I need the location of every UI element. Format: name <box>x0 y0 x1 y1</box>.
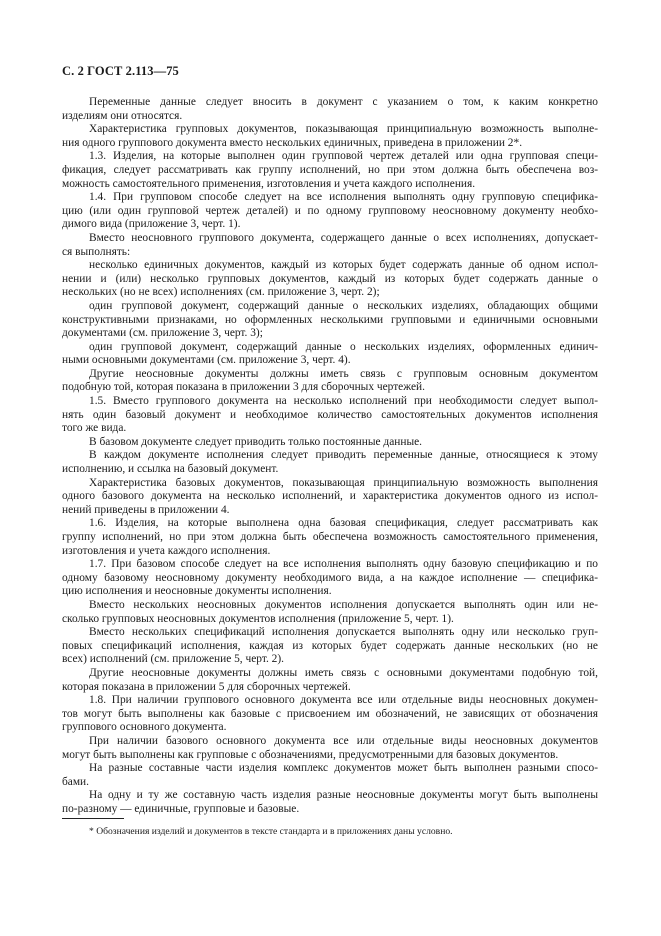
text-line: 1.7. При базовом способе следует на все исполнения выполнять одну базовую спецификацию и по <box>89 558 598 571</box>
text-line: несколько единичных документов, каждый из которых будет содержать данные об одном испол- <box>89 259 598 272</box>
paragraph <box>62 599 598 626</box>
text-line: Переменные данные следует вносить в документ с указанием о том, к каким конкретно <box>89 96 598 108</box>
document-body <box>62 96 598 816</box>
text-line: Характеристика базовых документов, показывающая принципиальную возможность выполнения <box>89 476 598 489</box>
text-line: сколько групповых неосновных документов исполнения (приложение 5, черт. 1). <box>62 612 454 625</box>
text-line: 1.3. Изделия, на которые выполнен один групповой чертеж деталей или одна групповая специ- <box>89 150 598 163</box>
text-line: нений приведены в приложении 4. <box>62 503 230 516</box>
page-header: С. 2 ГОСТ 2.113—75 <box>62 64 179 78</box>
text-line: нять один базовый документ и необходимое количество самостоятельных документов исполнения <box>62 408 598 421</box>
text-line: Вместо нескольких спецификаций исполнения допускается выполнять одну или несколько груп- <box>89 626 598 639</box>
text-line: 1.4. При групповом способе следует на все исполнения выполнять одну групповую специфика- <box>89 191 598 204</box>
text-line: группу исполнений, но при этом должна быть обеспечена возможность самостоятельного применения, <box>62 531 598 543</box>
text-line: нескольких (но не всех) исполнениях (см. приложение 3, черт. 2); <box>62 286 380 299</box>
text-line: конструктивными признаками, но оформленных несколькими групповыми и единичными основными <box>62 313 598 326</box>
text-line: того же вида. <box>62 422 127 435</box>
text-line: документами (см. приложение 3, черт. 3); <box>62 327 263 340</box>
text-line: которая показана в приложении 5 для сборочных чертежей. <box>62 680 351 693</box>
text-line: ся выполнять: <box>62 245 131 258</box>
paragraph <box>62 300 598 341</box>
paragraph <box>62 477 598 518</box>
paragraph <box>62 436 598 450</box>
paragraph <box>62 517 598 558</box>
paragraph <box>62 762 598 789</box>
text-line: 1.6. Изделия, на которые выполнена одна базовая спецификация, следует рассматривать как <box>89 517 598 530</box>
text-line: Вместо нескольких неосновных документов исполнения допускается выполнять один или не- <box>89 598 598 611</box>
text-line: При наличии базового основного документа все или отдельные виды неосновных документов <box>89 734 598 747</box>
text-line: всех) исполнений (см. приложение 5, черт. 2). <box>62 653 284 666</box>
paragraph <box>62 694 598 735</box>
text-line: 1.8. При наличии группового основного документа все или отдельные виды неосновных докумен- <box>89 694 598 707</box>
paragraph <box>62 789 598 816</box>
paragraph <box>62 123 598 150</box>
text-line: На разные составные части изделия комплекс документов может быть выполнен разными спосо- <box>89 762 598 775</box>
paragraph <box>62 96 598 123</box>
text-line: На одну и ту же составную часть изделия разные неосновные документы могут быть выполнены <box>89 789 598 802</box>
paragraph <box>62 191 598 232</box>
paragraph <box>62 626 598 667</box>
text-line: можность самостоятельного применения, изготовления и учета каждого исполнения. <box>62 177 476 190</box>
paragraph <box>62 232 598 259</box>
paragraph <box>62 150 598 191</box>
text-line: одного базового документа на несколько исполнений, и характеристика документов одного из испол- <box>62 490 598 503</box>
footnote: * Обозначения изделий и документов в тексте стандарта и в приложениях даны условно. <box>89 826 453 837</box>
text-line: могут быть выполнены как групповые с обозначениями, предусмотренными для базовых документов. <box>62 748 559 761</box>
text-line: один групповой документ, содержащий данные о нескольких изделиях, обладающих общими <box>89 299 598 312</box>
text-line: цию (или один групповой чертеж деталей) и по одному групповому неосновному документу необхо- <box>62 204 598 217</box>
text-line: одному базовому неосновному документу необходимого вида, а на каждое исполнение — специфика- <box>62 571 598 584</box>
text-line: В базовом документе следует приводить только постоянные данные. <box>89 435 423 448</box>
paragraph <box>62 259 598 300</box>
text-line: Другие неосновные документы должны иметь связь с групповым основным документом <box>89 367 598 380</box>
paragraph <box>62 368 598 395</box>
text-line: цию исполнения и неосновные документы исполнения. <box>62 585 332 598</box>
paragraph <box>62 449 598 476</box>
text-line: ния одного группового документа вместо нескольких единичных, приведена в приложении 2*. <box>62 136 523 149</box>
paragraph <box>62 341 598 368</box>
text-line: Вместо неосновного группового документа, содержащего данные о всех исполнениях, допускает- <box>89 231 598 244</box>
text-line: Характеристика групповых документов, показывающая принципиальную возможность выполне- <box>89 123 598 136</box>
text-line: тов могут быть выполнены как базовые с присвоением им обозначений, не зависящих от обозначения <box>62 707 598 720</box>
paragraph <box>62 558 598 599</box>
text-line: нении и (или) несколько групповых документов, каждый из которых будет содержать данные о <box>62 272 598 285</box>
text-line: фикация, следует рассматривать как группу исполнений, но при этом должна быть обеспечена воз- <box>62 163 598 176</box>
paragraph <box>62 395 598 436</box>
text-line: изделиям они относятся. <box>62 109 183 122</box>
text-line: димого вида (приложение 3, черт. 1). <box>62 218 241 231</box>
text-line: повых спецификаций исполнения, каждая из которых будет содержать данные нескольких (но не <box>62 639 598 652</box>
text-line: подобную той, которая показана в приложении 3 для сборочных чертежей. <box>62 381 425 394</box>
text-line: изготовления и учета каждого исполнения. <box>62 544 271 557</box>
text-line: группового основного документа. <box>62 721 227 734</box>
text-line: по-разному — единичные, групповые и базовые. <box>62 802 300 815</box>
paragraph <box>62 735 598 762</box>
text-line: Другие неосновные документы должны иметь связь с основными документами подобную той, <box>89 666 598 679</box>
text-line: бами. <box>62 775 90 788</box>
text-line: один групповой документ, содержащий данные о нескольких изделиях, оформленных единич- <box>89 340 598 353</box>
text-line: 1.5. Вместо группового документа на несколько исполнений при необходимости следует выпол- <box>89 395 598 408</box>
text-line: исполнению, и ссылка на базовый документ. <box>62 463 279 476</box>
text-line: ными основными документами (см. приложение 3, черт. 4). <box>62 354 351 367</box>
paragraph <box>62 667 598 694</box>
text-line: В каждом документе исполнения следует приводить переменные данные, относящиеся к этому <box>89 449 598 462</box>
footnote-divider <box>62 818 124 819</box>
